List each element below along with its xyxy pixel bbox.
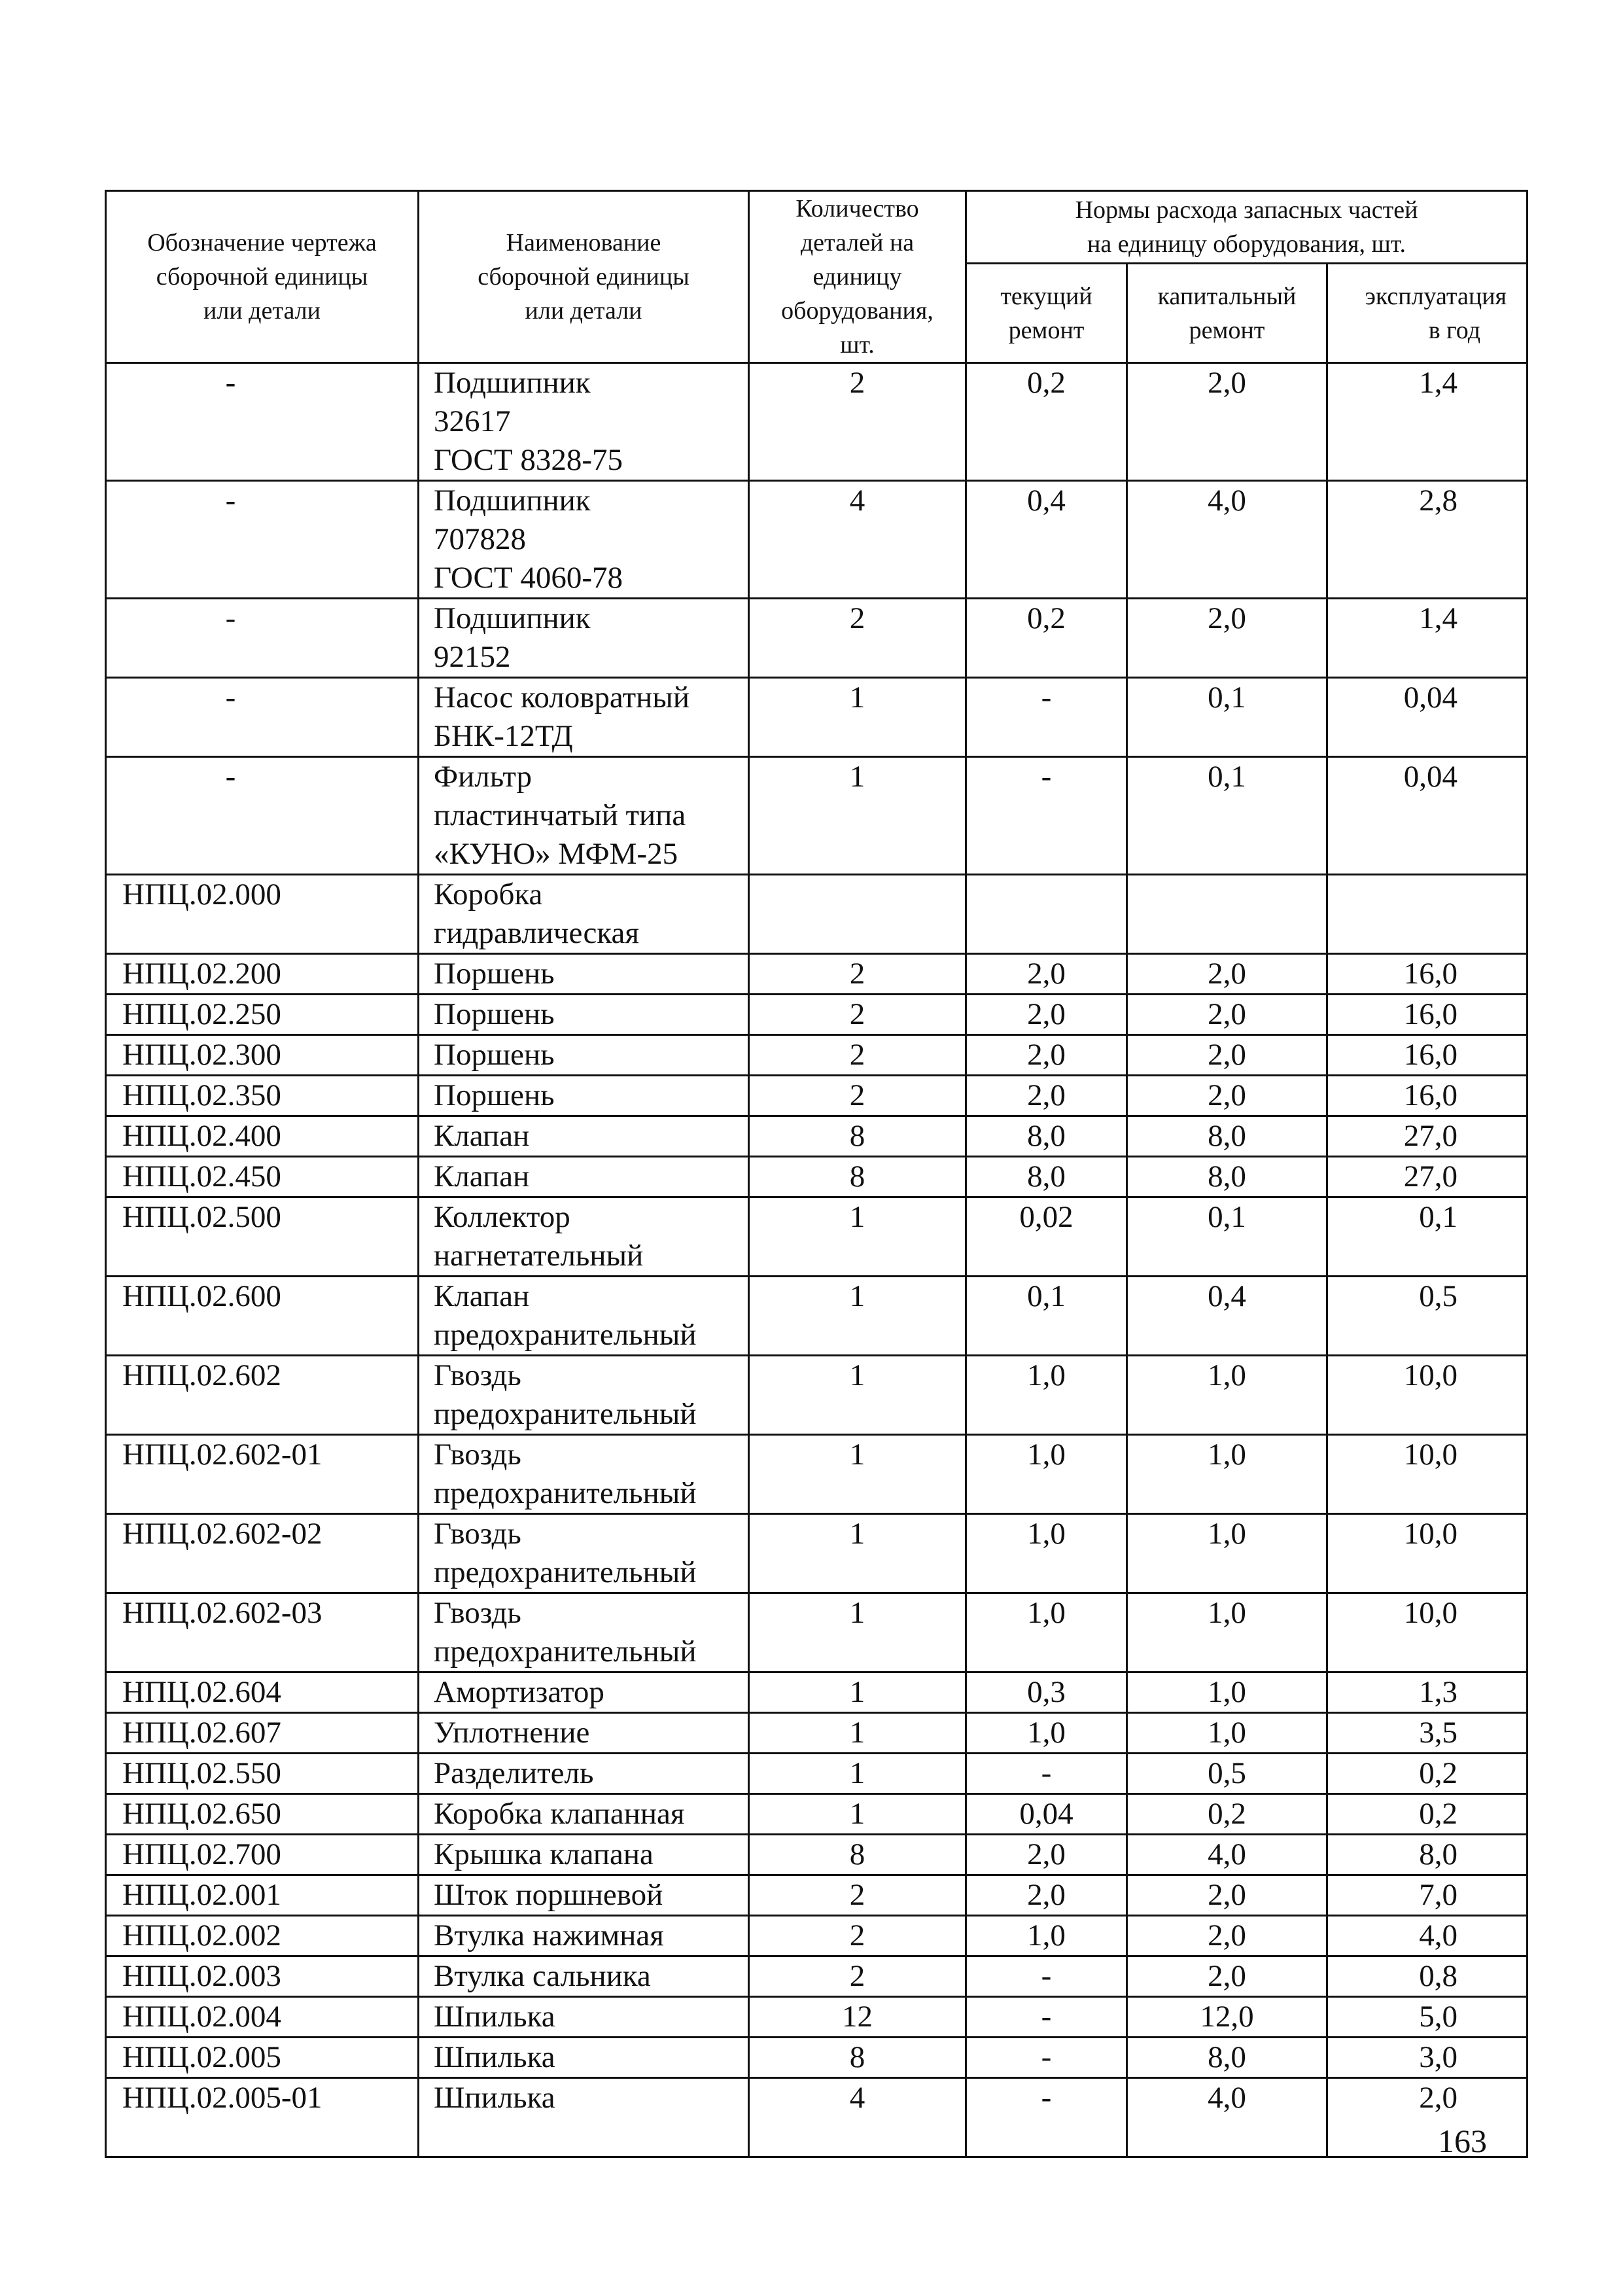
cell-name-line: Коробка клапанная xyxy=(434,1797,685,1831)
cell-current-repair: - xyxy=(966,1754,1127,1794)
cell-annual-use: 1,4 xyxy=(1327,599,1527,678)
cell-current-repair: 0,3 xyxy=(966,1672,1127,1713)
cell-quantity: 2 xyxy=(749,1875,966,1916)
cell-designation: НПЦ.02.000 xyxy=(106,875,419,954)
cell-designation: НПЦ.02.602-02 xyxy=(106,1514,419,1593)
cell-quantity: 1 xyxy=(749,1794,966,1835)
cell-designation: НПЦ.02.500 xyxy=(106,1197,419,1277)
cell-designation: НПЦ.02.350 xyxy=(106,1076,419,1116)
cell-capital-repair: 2,0 xyxy=(1127,1076,1327,1116)
cell-designation: НПЦ.02.250 xyxy=(106,995,419,1035)
cell-capital-repair: 2,0 xyxy=(1127,1875,1327,1916)
cell-name-line: предохранительный xyxy=(434,1555,697,1589)
cell-current-repair: 1,0 xyxy=(966,1356,1127,1435)
cell-designation: НПЦ.02.604 xyxy=(106,1672,419,1713)
cell-name-line: предохранительный xyxy=(434,1397,697,1431)
cell-annual-use: 2,8 xyxy=(1327,481,1527,599)
cell-quantity: 2 xyxy=(749,995,966,1035)
table-row xyxy=(106,1197,1527,1277)
cell-capital-repair: 2,0 xyxy=(1127,1916,1327,1956)
cell-name-line: Уплотнение xyxy=(434,1716,590,1750)
cell-quantity: 1 xyxy=(749,1672,966,1713)
cell-designation: НПЦ.02.550 xyxy=(106,1754,419,1794)
cell-annual-use: 10,0 xyxy=(1327,1435,1527,1514)
cell-annual-use: 3,5 xyxy=(1327,1713,1527,1754)
cell-annual-use: 16,0 xyxy=(1327,1076,1527,1116)
cell-annual-use: 10,0 xyxy=(1327,1356,1527,1435)
cell-annual-use: 0,2 xyxy=(1327,1754,1527,1794)
cell-name-line: гидравлическая xyxy=(434,916,640,950)
cell-current-repair: - xyxy=(966,2078,1127,2157)
cell-quantity: 4 xyxy=(749,2078,966,2157)
cell-designation: НПЦ.02.300 xyxy=(106,1035,419,1076)
cell-name xyxy=(419,1956,749,1997)
cell-name-line: Разделитель xyxy=(434,1756,594,1790)
cell-capital-repair: 2,0 xyxy=(1127,954,1327,995)
table-row xyxy=(106,1435,1527,1514)
table-row xyxy=(106,995,1527,1035)
cell-current-repair: - xyxy=(966,678,1127,757)
header-designation: Обозначение чертежа сборочной единицы или детали xyxy=(106,191,419,363)
table-body xyxy=(106,363,1527,2157)
cell-name-line: Коробка xyxy=(434,877,543,911)
cell-name-line: 32617 xyxy=(434,404,511,438)
cell-quantity: 4 xyxy=(749,481,966,599)
table-row xyxy=(106,1035,1527,1076)
table-row xyxy=(106,1672,1527,1713)
cell-designation: НПЦ.02.002 xyxy=(106,1916,419,1956)
cell-name-line: пластинчатый типа xyxy=(434,798,686,832)
cell-annual-use: 0,1 xyxy=(1327,1197,1527,1277)
cell-name-line: 92152 xyxy=(434,640,511,674)
cell-current-repair: - xyxy=(966,1956,1127,1997)
cell-capital-repair: 0,1 xyxy=(1127,1197,1327,1277)
cell-name-line: Фильтр xyxy=(434,760,532,794)
cell-capital-repair: 8,0 xyxy=(1127,1116,1327,1157)
cell-name-line: Подшипник xyxy=(434,601,591,635)
header-current-repair: текущий ремонт xyxy=(966,264,1127,363)
cell-name-line: Втулка нажимная xyxy=(434,1918,664,1952)
cell-current-repair: 1,0 xyxy=(966,1435,1127,1514)
cell-designation: - xyxy=(106,481,419,599)
cell-name-line: Коллектор xyxy=(434,1200,570,1234)
cell-capital-repair: 1,0 xyxy=(1127,1514,1327,1593)
cell-capital-repair: 1,0 xyxy=(1127,1593,1327,1672)
cell-name-line: БНК-12ТД xyxy=(434,719,573,753)
table-row xyxy=(106,1997,1527,2038)
cell-capital-repair: 1,0 xyxy=(1127,1356,1327,1435)
cell-name xyxy=(419,363,749,481)
cell-name-line: Крышка клапана xyxy=(434,1837,654,1871)
cell-name-line: предохранительный xyxy=(434,1476,697,1510)
cell-annual-use: 0,5 xyxy=(1327,1277,1527,1356)
cell-name xyxy=(419,1197,749,1277)
cell-quantity: 1 xyxy=(749,1277,966,1356)
cell-name-line: ГОСТ 8328-75 xyxy=(434,443,623,477)
cell-name xyxy=(419,481,749,599)
cell-capital-repair: 0,1 xyxy=(1127,678,1327,757)
cell-quantity: 8 xyxy=(749,2038,966,2078)
cell-name-line: Поршень xyxy=(434,997,555,1031)
table-header xyxy=(106,191,1527,363)
cell-designation: НПЦ.02.600 xyxy=(106,1277,419,1356)
table-row xyxy=(106,1116,1527,1157)
cell-designation: НПЦ.02.602-03 xyxy=(106,1593,419,1672)
cell-name xyxy=(419,1713,749,1754)
cell-designation: НПЦ.02.004 xyxy=(106,1997,419,2038)
spare-parts-norms-table xyxy=(105,190,1528,2158)
cell-name-line: Амортизатор xyxy=(434,1675,604,1709)
table-row xyxy=(106,599,1527,678)
cell-annual-use: 10,0 xyxy=(1327,1514,1527,1593)
cell-current-repair: 8,0 xyxy=(966,1116,1127,1157)
cell-name-line: Клапан xyxy=(434,1279,530,1313)
cell-name-line: Шпилька xyxy=(434,2040,555,2074)
cell-quantity: 2 xyxy=(749,599,966,678)
cell-capital-repair: 2,0 xyxy=(1127,363,1327,481)
cell-designation: НПЦ.02.003 xyxy=(106,1956,419,1997)
header-name: Наименование сборочной единицы или детали xyxy=(419,191,749,363)
cell-name xyxy=(419,1794,749,1835)
cell-current-repair: 2,0 xyxy=(966,1035,1127,1076)
cell-quantity: 2 xyxy=(749,363,966,481)
cell-name-line: предохранительный xyxy=(434,1634,697,1669)
cell-annual-use: 16,0 xyxy=(1327,954,1527,995)
table-row xyxy=(106,1713,1527,1754)
cell-annual-use: 0,8 xyxy=(1327,1956,1527,1997)
cell-capital-repair: 1,0 xyxy=(1127,1713,1327,1754)
cell-capital-repair: 0,5 xyxy=(1127,1754,1327,1794)
cell-capital-repair: 0,4 xyxy=(1127,1277,1327,1356)
cell-name xyxy=(419,1035,749,1076)
cell-quantity: 1 xyxy=(749,757,966,875)
cell-quantity: 1 xyxy=(749,1514,966,1593)
cell-name xyxy=(419,1356,749,1435)
cell-current-repair: 0,02 xyxy=(966,1197,1127,1277)
cell-designation: НПЦ.02.001 xyxy=(106,1875,419,1916)
cell-designation: - xyxy=(106,599,419,678)
cell-current-repair: - xyxy=(966,1997,1127,2038)
cell-name xyxy=(419,875,749,954)
cell-name xyxy=(419,1277,749,1356)
cell-designation: - xyxy=(106,678,419,757)
cell-annual-use: 16,0 xyxy=(1327,995,1527,1035)
cell-name xyxy=(419,1754,749,1794)
cell-current-repair: 1,0 xyxy=(966,1514,1127,1593)
cell-capital-repair: 2,0 xyxy=(1127,1035,1327,1076)
cell-name-line: «КУНО» МФМ-25 xyxy=(434,837,678,871)
cell-name-line: 707828 xyxy=(434,522,526,556)
cell-name-line: Клапан xyxy=(434,1159,530,1193)
cell-name-line: Насос коловратный xyxy=(434,680,689,715)
cell-name-line: Гвоздь xyxy=(434,1358,521,1392)
cell-name-line: Подшипник xyxy=(434,366,591,400)
cell-designation: НПЦ.02.450 xyxy=(106,1157,419,1197)
cell-capital-repair: 2,0 xyxy=(1127,995,1327,1035)
cell-annual-use: 1,4 xyxy=(1327,363,1527,481)
table-row xyxy=(106,1593,1527,1672)
cell-name xyxy=(419,1157,749,1197)
cell-name xyxy=(419,954,749,995)
cell-name xyxy=(419,678,749,757)
cell-name xyxy=(419,1593,749,1672)
cell-current-repair: 0,2 xyxy=(966,363,1127,481)
cell-name-line: предохранительный xyxy=(434,1318,697,1352)
cell-designation: - xyxy=(106,757,419,875)
cell-annual-use: 27,0 xyxy=(1327,1157,1527,1197)
cell-annual-use: 2,0 xyxy=(1327,2078,1527,2157)
table-row xyxy=(106,1835,1527,1875)
cell-capital-repair: 4,0 xyxy=(1127,2078,1327,2157)
cell-designation: НПЦ.02.200 xyxy=(106,954,419,995)
cell-name xyxy=(419,1514,749,1593)
cell-current-repair: 2,0 xyxy=(966,954,1127,995)
cell-name-line: Гвоздь xyxy=(434,1517,521,1551)
table-row xyxy=(106,481,1527,599)
cell-annual-use: 0,04 xyxy=(1327,678,1527,757)
cell-name xyxy=(419,1076,749,1116)
cell-name-line: Втулка сальника xyxy=(434,1959,651,1993)
cell-name-line: ГОСТ 4060-78 xyxy=(434,561,623,595)
table-row xyxy=(106,954,1527,995)
cell-designation: НПЦ.02.700 xyxy=(106,1835,419,1875)
cell-current-repair: 0,1 xyxy=(966,1277,1127,1356)
table-row xyxy=(106,2038,1527,2078)
table-row xyxy=(106,1875,1527,1916)
cell-name-line: Шпилька xyxy=(434,2081,555,2115)
cell-capital-repair: 1,0 xyxy=(1127,1672,1327,1713)
cell-annual-use: 0,04 xyxy=(1327,757,1527,875)
cell-capital-repair: 0,1 xyxy=(1127,757,1327,875)
cell-annual-use: 0,2 xyxy=(1327,1794,1527,1835)
cell-name xyxy=(419,1672,749,1713)
cell-annual-use: 8,0 xyxy=(1327,1835,1527,1875)
cell-name xyxy=(419,1875,749,1916)
cell-annual-use: 3,0 xyxy=(1327,2038,1527,2078)
table-row xyxy=(106,1754,1527,1794)
header-annual-use: эксплуатация в год xyxy=(1327,264,1527,363)
cell-name-line: Шток поршневой xyxy=(434,1878,663,1912)
cell-quantity: 8 xyxy=(749,1116,966,1157)
cell-designation: НПЦ.02.607 xyxy=(106,1713,419,1754)
table-row xyxy=(106,1794,1527,1835)
cell-quantity: 12 xyxy=(749,1997,966,2038)
table-row xyxy=(106,363,1527,481)
cell-capital-repair: 2,0 xyxy=(1127,1956,1327,1997)
cell-quantity: 1 xyxy=(749,1754,966,1794)
cell-name-line: Подшипник xyxy=(434,484,591,518)
header-capital-repair: капитальный ремонт xyxy=(1127,264,1327,363)
cell-quantity: 1 xyxy=(749,1593,966,1672)
table-row xyxy=(106,1157,1527,1197)
cell-name-line: Поршень xyxy=(434,1078,555,1112)
cell-current-repair: 2,0 xyxy=(966,1835,1127,1875)
cell-quantity: 1 xyxy=(749,1356,966,1435)
cell-annual-use: 7,0 xyxy=(1327,1875,1527,1916)
cell-capital-repair: 2,0 xyxy=(1127,599,1327,678)
cell-name xyxy=(419,1997,749,2038)
cell-designation: НПЦ.02.400 xyxy=(106,1116,419,1157)
table-row xyxy=(106,1916,1527,1956)
cell-annual-use: 27,0 xyxy=(1327,1116,1527,1157)
cell-capital-repair xyxy=(1127,875,1327,954)
cell-designation: НПЦ.02.602-01 xyxy=(106,1435,419,1514)
cell-quantity: 1 xyxy=(749,1713,966,1754)
cell-name xyxy=(419,1435,749,1514)
cell-annual-use: 1,3 xyxy=(1327,1672,1527,1713)
table-row xyxy=(106,1956,1527,1997)
cell-designation: НПЦ.02.650 xyxy=(106,1794,419,1835)
cell-annual-use: 5,0 xyxy=(1327,1997,1527,2038)
cell-capital-repair: 0,2 xyxy=(1127,1794,1327,1835)
cell-quantity: 2 xyxy=(749,954,966,995)
cell-name xyxy=(419,995,749,1035)
cell-annual-use xyxy=(1327,875,1527,954)
table-row xyxy=(106,757,1527,875)
header-quantity: Количество деталей на единицу оборудования, шт. xyxy=(749,191,966,363)
cell-name xyxy=(419,599,749,678)
cell-current-repair xyxy=(966,875,1127,954)
cell-name xyxy=(419,2078,749,2157)
cell-quantity: 8 xyxy=(749,1835,966,1875)
cell-name-line: Поршень xyxy=(434,957,555,991)
cell-current-repair: 1,0 xyxy=(966,1593,1127,1672)
cell-designation: НПЦ.02.005 xyxy=(106,2038,419,2078)
cell-annual-use: 4,0 xyxy=(1327,1916,1527,1956)
cell-name xyxy=(419,1916,749,1956)
cell-current-repair: 2,0 xyxy=(966,995,1127,1035)
cell-annual-use: 10,0 xyxy=(1327,1593,1527,1672)
cell-current-repair: - xyxy=(966,757,1127,875)
cell-capital-repair: 1,0 xyxy=(1127,1435,1327,1514)
cell-quantity: 2 xyxy=(749,1916,966,1956)
cell-name-line: Гвоздь xyxy=(434,1438,521,1472)
cell-name xyxy=(419,1116,749,1157)
table-row xyxy=(106,875,1527,954)
cell-current-repair: 1,0 xyxy=(966,1916,1127,1956)
cell-quantity: 1 xyxy=(749,1435,966,1514)
cell-name-line: Гвоздь xyxy=(434,1596,521,1630)
cell-current-repair: 2,0 xyxy=(966,1076,1127,1116)
cell-name xyxy=(419,2038,749,2078)
cell-quantity: 2 xyxy=(749,1035,966,1076)
table-row xyxy=(106,1514,1527,1593)
page-number: 163 xyxy=(1438,2123,1487,2159)
table-row xyxy=(106,678,1527,757)
cell-current-repair: - xyxy=(966,2038,1127,2078)
table-row xyxy=(106,1076,1527,1116)
cell-designation: НПЦ.02.602 xyxy=(106,1356,419,1435)
table-row xyxy=(106,2078,1527,2157)
table-row xyxy=(106,1277,1527,1356)
cell-designation: НПЦ.02.005-01 xyxy=(106,2078,419,2157)
cell-current-repair: 0,2 xyxy=(966,599,1127,678)
table-row xyxy=(106,1356,1527,1435)
cell-current-repair: 0,04 xyxy=(966,1794,1127,1835)
cell-name-line: Шпилька xyxy=(434,2000,555,2034)
cell-quantity xyxy=(749,875,966,954)
cell-quantity: 2 xyxy=(749,1076,966,1116)
cell-quantity: 8 xyxy=(749,1157,966,1197)
cell-capital-repair: 8,0 xyxy=(1127,1157,1327,1197)
cell-name-line: нагнетательный xyxy=(434,1239,644,1273)
cell-capital-repair: 8,0 xyxy=(1127,2038,1327,2078)
cell-current-repair: 0,4 xyxy=(966,481,1127,599)
cell-current-repair: 2,0 xyxy=(966,1875,1127,1916)
cell-designation: - xyxy=(106,363,419,481)
cell-annual-use: 16,0 xyxy=(1327,1035,1527,1076)
cell-capital-repair: 4,0 xyxy=(1127,481,1327,599)
cell-name-line: Клапан xyxy=(434,1119,530,1153)
cell-quantity: 1 xyxy=(749,1197,966,1277)
header-norms: Нормы расхода запасных частей на единицу оборудования, шт. xyxy=(966,191,1527,264)
cell-capital-repair: 4,0 xyxy=(1127,1835,1327,1875)
cell-name-line: Поршень xyxy=(434,1038,555,1072)
cell-current-repair: 1,0 xyxy=(966,1713,1127,1754)
cell-current-repair: 8,0 xyxy=(966,1157,1127,1197)
cell-name xyxy=(419,1835,749,1875)
cell-name xyxy=(419,757,749,875)
cell-capital-repair: 12,0 xyxy=(1127,1997,1327,2038)
cell-quantity: 1 xyxy=(749,678,966,757)
cell-quantity: 2 xyxy=(749,1956,966,1997)
